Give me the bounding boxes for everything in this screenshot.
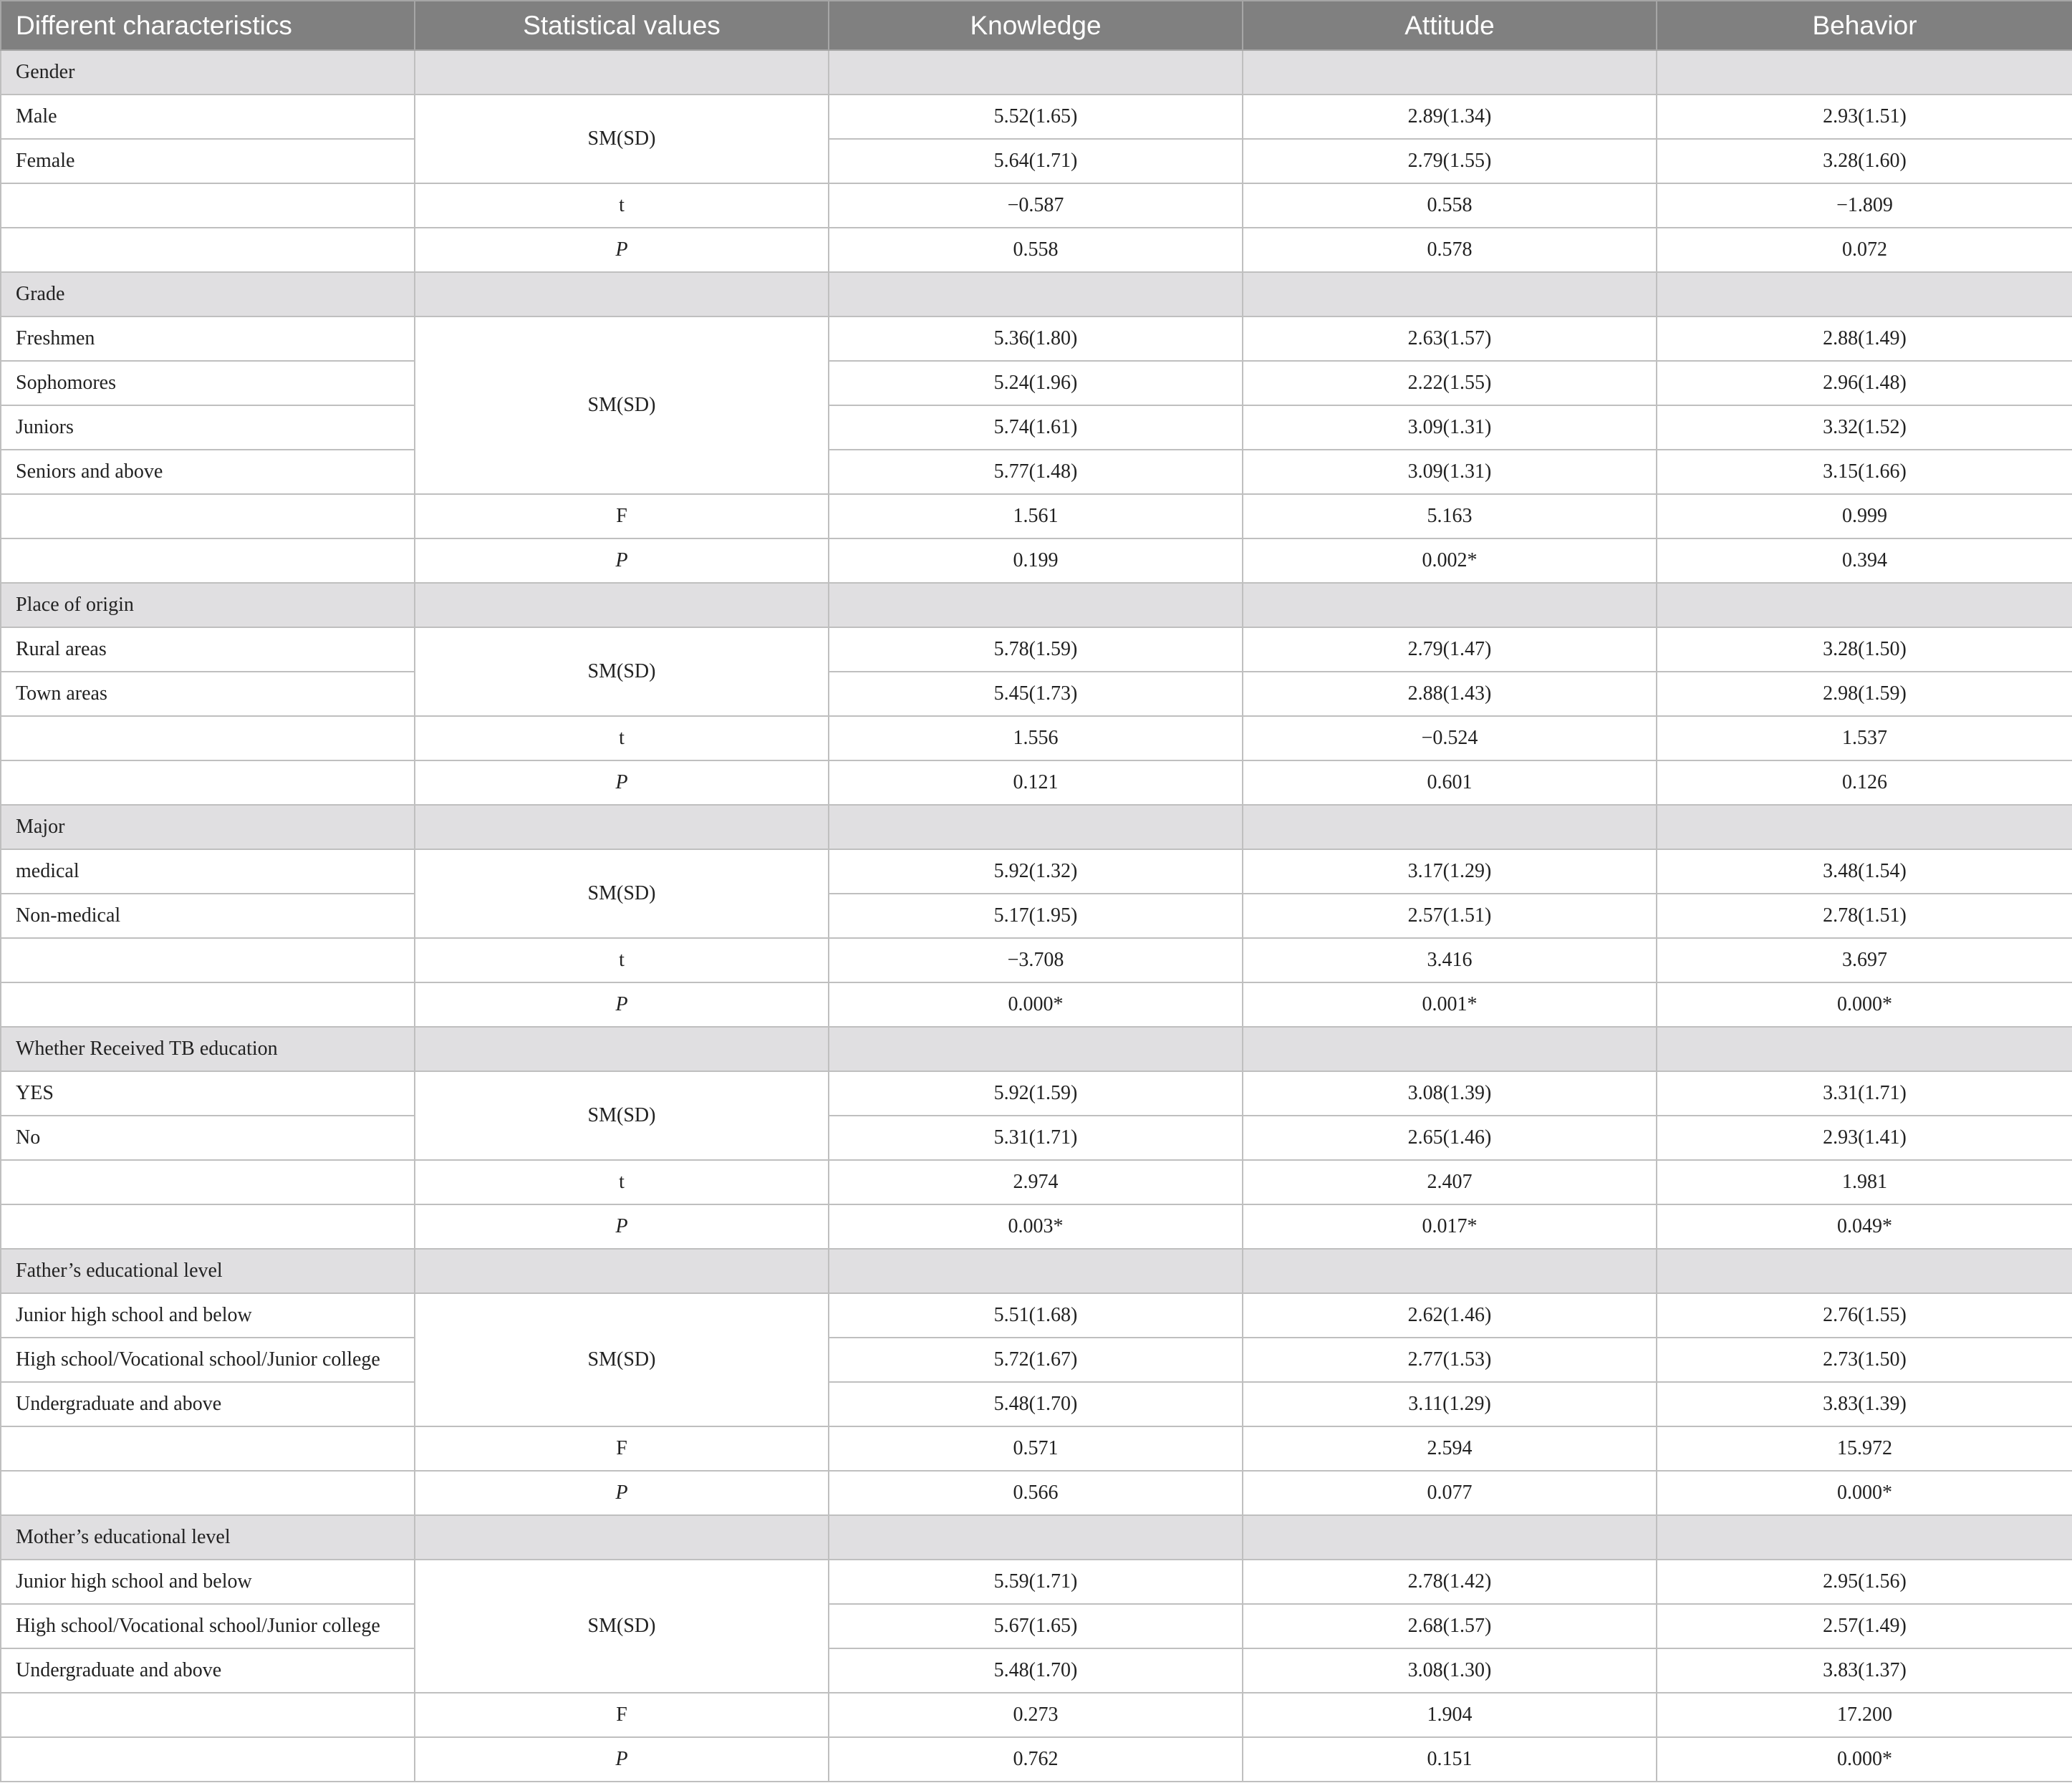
value-cell: 2.96(1.48) — [1657, 361, 2072, 405]
row-label: Non-medical — [1, 894, 415, 938]
row-label: medical — [1, 849, 415, 894]
value-cell: 5.78(1.59) — [829, 627, 1243, 672]
group-title: Major — [1, 805, 415, 849]
empty-cell — [1657, 50, 2072, 95]
row-label: Freshmen — [1, 317, 415, 361]
empty-cell — [829, 1515, 1243, 1560]
value-cell: 3.09(1.31) — [1243, 450, 1657, 494]
value-cell: 3.11(1.29) — [1243, 1382, 1657, 1426]
table-row — [1, 1116, 2072, 1160]
empty-cell — [1, 1693, 415, 1737]
empty-cell — [1243, 583, 1657, 627]
row-label: Undergraduate and above — [1, 1382, 415, 1426]
empty-cell — [1657, 1027, 2072, 1071]
table-row — [1, 1560, 2072, 1604]
test-name-cell: F — [415, 1426, 829, 1471]
value-cell: 5.48(1.70) — [829, 1648, 1243, 1693]
group-header-row — [1, 50, 2072, 95]
empty-cell — [1243, 272, 1657, 317]
value-cell: 3.28(1.60) — [1657, 139, 2072, 183]
empty-cell — [415, 1249, 829, 1293]
value-cell: 0.558 — [829, 228, 1243, 272]
test-statistic-row — [1, 1693, 2072, 1737]
p-label-cell: P — [415, 538, 829, 583]
value-cell: 0.000* — [1657, 1737, 2072, 1782]
value-cell: 0.578 — [1243, 228, 1657, 272]
row-label: Junior high school and below — [1, 1293, 415, 1338]
table-row — [1, 849, 2072, 894]
value-cell: 2.98(1.59) — [1657, 672, 2072, 716]
empty-cell — [1, 938, 415, 982]
group-title: Gender — [1, 50, 415, 95]
value-cell: 0.566 — [829, 1471, 1243, 1515]
p-label-cell: P — [415, 1737, 829, 1782]
table-row — [1, 1071, 2072, 1116]
value-cell: 1.981 — [1657, 1160, 2072, 1204]
empty-cell — [829, 583, 1243, 627]
value-cell: 2.974 — [829, 1160, 1243, 1204]
test-statistic-row — [1, 938, 2072, 982]
value-cell: 3.32(1.52) — [1657, 405, 2072, 450]
value-cell: 2.22(1.55) — [1243, 361, 1657, 405]
value-cell: 0.151 — [1243, 1737, 1657, 1782]
value-cell: 0.762 — [829, 1737, 1243, 1782]
header-behavior: Behavior — [1657, 1, 2072, 50]
value-cell: 2.95(1.56) — [1657, 1560, 2072, 1604]
statistic-type-cell: SM(SD) — [415, 1560, 829, 1693]
value-cell: 3.28(1.50) — [1657, 627, 2072, 672]
value-cell: 5.17(1.95) — [829, 894, 1243, 938]
statistic-type-cell: SM(SD) — [415, 1071, 829, 1160]
value-cell: 2.88(1.43) — [1243, 672, 1657, 716]
value-cell: 1.537 — [1657, 716, 2072, 760]
statistic-type-cell: SM(SD) — [415, 849, 829, 938]
value-cell: 5.92(1.32) — [829, 849, 1243, 894]
value-cell: 5.36(1.80) — [829, 317, 1243, 361]
value-cell: 3.09(1.31) — [1243, 405, 1657, 450]
table-row — [1, 405, 2072, 450]
value-cell: 1.561 — [829, 494, 1243, 538]
value-cell: 5.59(1.71) — [829, 1560, 1243, 1604]
test-name-cell: t — [415, 1160, 829, 1204]
empty-cell — [829, 805, 1243, 849]
empty-cell — [415, 583, 829, 627]
test-name-cell: t — [415, 716, 829, 760]
group-title: Grade — [1, 272, 415, 317]
value-cell: 5.72(1.67) — [829, 1338, 1243, 1382]
row-label: Town areas — [1, 672, 415, 716]
value-cell: 2.77(1.53) — [1243, 1338, 1657, 1382]
value-cell: 0.394 — [1657, 538, 2072, 583]
table-row — [1, 95, 2072, 139]
test-name-cell: F — [415, 494, 829, 538]
p-label-cell: P — [415, 228, 829, 272]
value-cell: 0.601 — [1243, 760, 1657, 805]
empty-cell — [1, 228, 415, 272]
value-cell: 2.79(1.47) — [1243, 627, 1657, 672]
value-cell: 3.48(1.54) — [1657, 849, 2072, 894]
table-row — [1, 139, 2072, 183]
value-cell: −0.587 — [829, 183, 1243, 228]
row-label: High school/Vocational school/Junior college — [1, 1338, 415, 1382]
p-label-cell: P — [415, 982, 829, 1027]
empty-cell — [415, 1515, 829, 1560]
table-row — [1, 1604, 2072, 1648]
statistic-type-cell: SM(SD) — [415, 95, 829, 183]
value-cell: 3.08(1.30) — [1243, 1648, 1657, 1693]
empty-cell — [829, 272, 1243, 317]
table-row — [1, 1382, 2072, 1426]
value-cell: 5.45(1.73) — [829, 672, 1243, 716]
value-cell: 0.077 — [1243, 1471, 1657, 1515]
p-value-row — [1, 982, 2072, 1027]
value-cell: 2.62(1.46) — [1243, 1293, 1657, 1338]
row-label: High school/Vocational school/Junior college — [1, 1604, 415, 1648]
value-cell: 2.65(1.46) — [1243, 1116, 1657, 1160]
statistic-type-cell: SM(SD) — [415, 1293, 829, 1426]
test-name-cell: t — [415, 183, 829, 228]
group-header-row — [1, 805, 2072, 849]
p-label-cell: P — [415, 1471, 829, 1515]
test-statistic-row — [1, 1426, 2072, 1471]
empty-cell — [1, 1737, 415, 1782]
test-statistic-row — [1, 716, 2072, 760]
group-header-row — [1, 583, 2072, 627]
value-cell: 5.92(1.59) — [829, 1071, 1243, 1116]
value-cell: 0.999 — [1657, 494, 2072, 538]
p-value-row — [1, 228, 2072, 272]
value-cell: 5.74(1.61) — [829, 405, 1243, 450]
value-cell: 2.68(1.57) — [1243, 1604, 1657, 1648]
value-cell: 0.121 — [829, 760, 1243, 805]
row-label: Seniors and above — [1, 450, 415, 494]
empty-cell — [1243, 1515, 1657, 1560]
empty-cell — [1657, 805, 2072, 849]
empty-cell — [415, 805, 829, 849]
row-label: Female — [1, 139, 415, 183]
group-header-row — [1, 1249, 2072, 1293]
table-row — [1, 361, 2072, 405]
test-statistic-row — [1, 1160, 2072, 1204]
value-cell: 3.697 — [1657, 938, 2072, 982]
group-header-row — [1, 1027, 2072, 1071]
value-cell: 2.78(1.51) — [1657, 894, 2072, 938]
header-attitude: Attitude — [1243, 1, 1657, 50]
row-label: Sophomores — [1, 361, 415, 405]
p-value-row — [1, 538, 2072, 583]
value-cell: 5.52(1.65) — [829, 95, 1243, 139]
p-value-row — [1, 1471, 2072, 1515]
value-cell: 1.904 — [1243, 1693, 1657, 1737]
value-cell: 0.558 — [1243, 183, 1657, 228]
empty-cell — [1, 982, 415, 1027]
empty-cell — [829, 1249, 1243, 1293]
value-cell: 0.000* — [829, 982, 1243, 1027]
empty-cell — [1, 1160, 415, 1204]
table-header — [1, 1, 2072, 50]
value-cell: 17.200 — [1657, 1693, 2072, 1737]
test-statistic-row — [1, 494, 2072, 538]
table-row — [1, 450, 2072, 494]
table-row — [1, 627, 2072, 672]
value-cell: 2.594 — [1243, 1426, 1657, 1471]
value-cell: 2.93(1.41) — [1657, 1116, 2072, 1160]
empty-cell — [1, 538, 415, 583]
empty-cell — [829, 1027, 1243, 1071]
empty-cell — [1657, 1515, 2072, 1560]
value-cell: 2.76(1.55) — [1657, 1293, 2072, 1338]
group-header-row — [1, 272, 2072, 317]
value-cell: 0.002* — [1243, 538, 1657, 583]
value-cell: 2.89(1.34) — [1243, 95, 1657, 139]
value-cell: 3.83(1.39) — [1657, 1382, 2072, 1426]
value-cell: 0.003* — [829, 1204, 1243, 1249]
value-cell: 5.31(1.71) — [829, 1116, 1243, 1160]
value-cell: 0.000* — [1657, 1471, 2072, 1515]
header-characteristics: Different characteristics — [1, 1, 415, 50]
value-cell: 0.000* — [1657, 982, 2072, 1027]
empty-cell — [415, 1027, 829, 1071]
value-cell: 5.24(1.96) — [829, 361, 1243, 405]
value-cell: 1.556 — [829, 716, 1243, 760]
value-cell: 0.571 — [829, 1426, 1243, 1471]
value-cell: 2.63(1.57) — [1243, 317, 1657, 361]
empty-cell — [1, 716, 415, 760]
value-cell: −1.809 — [1657, 183, 2072, 228]
group-header-row — [1, 1515, 2072, 1560]
statistic-type-cell: SM(SD) — [415, 627, 829, 716]
empty-cell — [415, 50, 829, 95]
value-cell: 2.79(1.55) — [1243, 139, 1657, 183]
empty-cell — [1657, 272, 2072, 317]
value-cell: 3.08(1.39) — [1243, 1071, 1657, 1116]
table-row — [1, 1293, 2072, 1338]
group-title: Father’s educational level — [1, 1249, 415, 1293]
p-value-row — [1, 1737, 2072, 1782]
table-body — [1, 50, 2072, 1782]
value-cell: −3.708 — [829, 938, 1243, 982]
value-cell: 5.48(1.70) — [829, 1382, 1243, 1426]
p-label-cell: P — [415, 760, 829, 805]
value-cell: 5.51(1.68) — [829, 1293, 1243, 1338]
empty-cell — [1243, 805, 1657, 849]
empty-cell — [1, 760, 415, 805]
table-row — [1, 317, 2072, 361]
value-cell: 5.67(1.65) — [829, 1604, 1243, 1648]
empty-cell — [1243, 1249, 1657, 1293]
row-label: No — [1, 1116, 415, 1160]
empty-cell — [1, 1426, 415, 1471]
value-cell: 0.199 — [829, 538, 1243, 583]
empty-cell — [1, 494, 415, 538]
value-cell: 3.83(1.37) — [1657, 1648, 2072, 1693]
empty-cell — [829, 50, 1243, 95]
header-row — [1, 1, 2072, 50]
test-name-cell: t — [415, 938, 829, 982]
group-title: Whether Received TB education — [1, 1027, 415, 1071]
row-label: Junior high school and below — [1, 1560, 415, 1604]
empty-cell — [1657, 583, 2072, 627]
empty-cell — [1, 183, 415, 228]
group-title: Place of origin — [1, 583, 415, 627]
row-label: Juniors — [1, 405, 415, 450]
value-cell: 2.407 — [1243, 1160, 1657, 1204]
row-label: Rural areas — [1, 627, 415, 672]
value-cell: 15.972 — [1657, 1426, 2072, 1471]
value-cell: 0.273 — [829, 1693, 1243, 1737]
value-cell: 2.57(1.49) — [1657, 1604, 2072, 1648]
row-label: Male — [1, 95, 415, 139]
value-cell: 3.15(1.66) — [1657, 450, 2072, 494]
table-row — [1, 894, 2072, 938]
value-cell: 0.072 — [1657, 228, 2072, 272]
table-row — [1, 1648, 2072, 1693]
row-label: YES — [1, 1071, 415, 1116]
value-cell: 3.416 — [1243, 938, 1657, 982]
group-title: Mother’s educational level — [1, 1515, 415, 1560]
table-row — [1, 1338, 2072, 1382]
empty-cell — [1243, 1027, 1657, 1071]
value-cell: 2.78(1.42) — [1243, 1560, 1657, 1604]
p-value-row — [1, 760, 2072, 805]
empty-cell — [1, 1471, 415, 1515]
test-name-cell: F — [415, 1693, 829, 1737]
value-cell: 5.77(1.48) — [829, 450, 1243, 494]
empty-cell — [1243, 50, 1657, 95]
value-cell: 5.163 — [1243, 494, 1657, 538]
value-cell: 0.017* — [1243, 1204, 1657, 1249]
value-cell: 3.17(1.29) — [1243, 849, 1657, 894]
test-statistic-row — [1, 183, 2072, 228]
value-cell: 2.73(1.50) — [1657, 1338, 2072, 1382]
value-cell: 5.64(1.71) — [829, 139, 1243, 183]
value-cell: 3.31(1.71) — [1657, 1071, 2072, 1116]
table-row — [1, 672, 2072, 716]
value-cell: 2.88(1.49) — [1657, 317, 2072, 361]
value-cell: 2.93(1.51) — [1657, 95, 2072, 139]
p-value-row — [1, 1204, 2072, 1249]
p-label-cell: P — [415, 1204, 829, 1249]
empty-cell — [415, 272, 829, 317]
value-cell: −0.524 — [1243, 716, 1657, 760]
value-cell: 0.049* — [1657, 1204, 2072, 1249]
header-knowledge: Knowledge — [829, 1, 1243, 50]
header-statistical-values: Statistical values — [415, 1, 829, 50]
value-cell: 0.126 — [1657, 760, 2072, 805]
empty-cell — [1657, 1249, 2072, 1293]
row-label: Undergraduate and above — [1, 1648, 415, 1693]
value-cell: 2.57(1.51) — [1243, 894, 1657, 938]
empty-cell — [1, 1204, 415, 1249]
value-cell: 0.001* — [1243, 982, 1657, 1027]
statistic-type-cell: SM(SD) — [415, 317, 829, 494]
